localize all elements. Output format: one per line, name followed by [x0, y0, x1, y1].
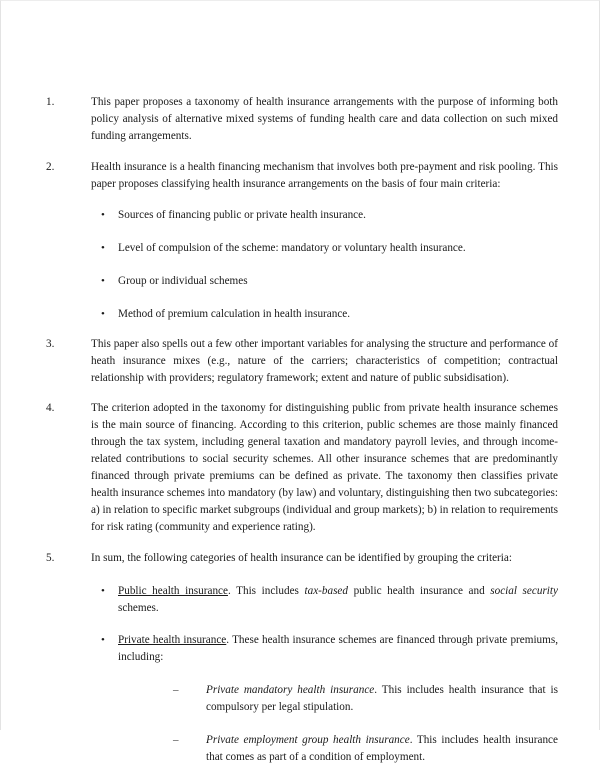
bullet-icon: •	[101, 584, 105, 597]
sub-item-lead-in: Private mandatory health insurance	[206, 684, 375, 696]
category-lead-in: Private health insurance	[118, 634, 227, 646]
dash-icon: –	[173, 733, 179, 746]
category-bullet-list	[46, 583, 558, 766]
paragraph-number: 1.	[46, 96, 55, 108]
category-body: schemes.	[118, 602, 159, 614]
paragraph-text: This paper proposes a taxonomy of health insurance arrangements with the purpose of informing both policy analysis of alternative mixed systems of funding health care and data collection on such mixed funding arrangements.	[91, 96, 558, 142]
paragraph-number: 2.	[46, 161, 55, 173]
list-item	[118, 732, 558, 766]
paragraph-3	[46, 336, 558, 387]
category-body: . These health insurance schemes are financed through private premiums, including:	[118, 634, 558, 663]
paragraph-text: The criterion adopted in the taxonomy for distinguishing public from private health insurance schemes is the main source of financing. According to this criterion, public schemes are those mainly financed through the tax system, including general taxation and mandatory payroll levies, and through income-related contributions to social security schemes. All other insurance schemes that are predominantly financed through private premiums can be defined as private. The taxonomy then classifies private health insurance schemes into mandatory (by law) and voluntary, distinguishing then two subcategories: a) in relation to specific market subgroups (individual and group markets); b) in relation to requirements for risk rating (community and experience rating).	[91, 402, 558, 533]
paragraph-number: 5.	[46, 552, 55, 564]
list-item-label: Level of compulsion of the scheme: mandatory or voluntary health insurance.	[118, 242, 466, 254]
category-body: public health insurance and	[348, 585, 491, 597]
paragraph-number: 3.	[46, 338, 55, 350]
list-item	[46, 583, 558, 617]
sub-item-body: . This includes health insurance that is compulsory per legal stipulation.	[206, 684, 558, 713]
paragraph-1	[46, 94, 558, 145]
category-emphasis: social security	[490, 585, 558, 597]
criteria-bullet-list	[46, 207, 558, 323]
dash-icon: –	[173, 683, 179, 696]
paragraph-text: Health insurance is a health financing mechanism that involves both pre-payment and risk pooling. This paper proposes classifying health insurance arrangements on the basis of four main criteria:	[91, 161, 558, 190]
paragraph-text: In sum, the following categories of health insurance can be identified by grouping the criteria:	[91, 552, 512, 564]
bullet-icon: •	[101, 241, 105, 254]
list-item	[46, 632, 558, 766]
sub-item-list	[118, 682, 558, 766]
category-body: . This includes	[227, 585, 305, 597]
category-emphasis: tax-based	[304, 585, 348, 597]
sub-item-body: . This includes health insurance that comes as part of a condition of employment.	[206, 734, 558, 763]
paragraph-5	[46, 550, 558, 567]
bullet-icon: •	[101, 633, 105, 646]
list-item-label: Sources of financing public or private health insurance.	[118, 209, 366, 221]
category-lead-in: Public health insurance	[118, 585, 228, 597]
list-item-label: Group or individual schemes	[118, 275, 248, 287]
list-item	[46, 240, 558, 257]
paragraph-text: This paper also spells out a few other important variables for analysing the structure and performance of heath insurance mixes (e.g., nature of the carriers; characteristics of competition; contractual relationship with providers; regulatory framework; extent and nature of public subsidisation).	[91, 338, 558, 384]
list-item	[46, 273, 558, 290]
bullet-icon: •	[101, 208, 105, 221]
bullet-icon: •	[101, 274, 105, 287]
paragraph-4	[46, 400, 558, 536]
paragraph-number: 4.	[46, 402, 55, 414]
document-body	[46, 94, 558, 766]
list-item-label: Method of premium calculation in health insurance.	[118, 308, 351, 320]
paragraph-2	[46, 159, 558, 193]
list-item	[46, 306, 558, 323]
list-item	[46, 207, 558, 224]
bullet-icon: •	[101, 307, 105, 320]
list-item	[118, 682, 558, 716]
sub-item-lead-in: Private employment group health insurance	[206, 734, 410, 746]
